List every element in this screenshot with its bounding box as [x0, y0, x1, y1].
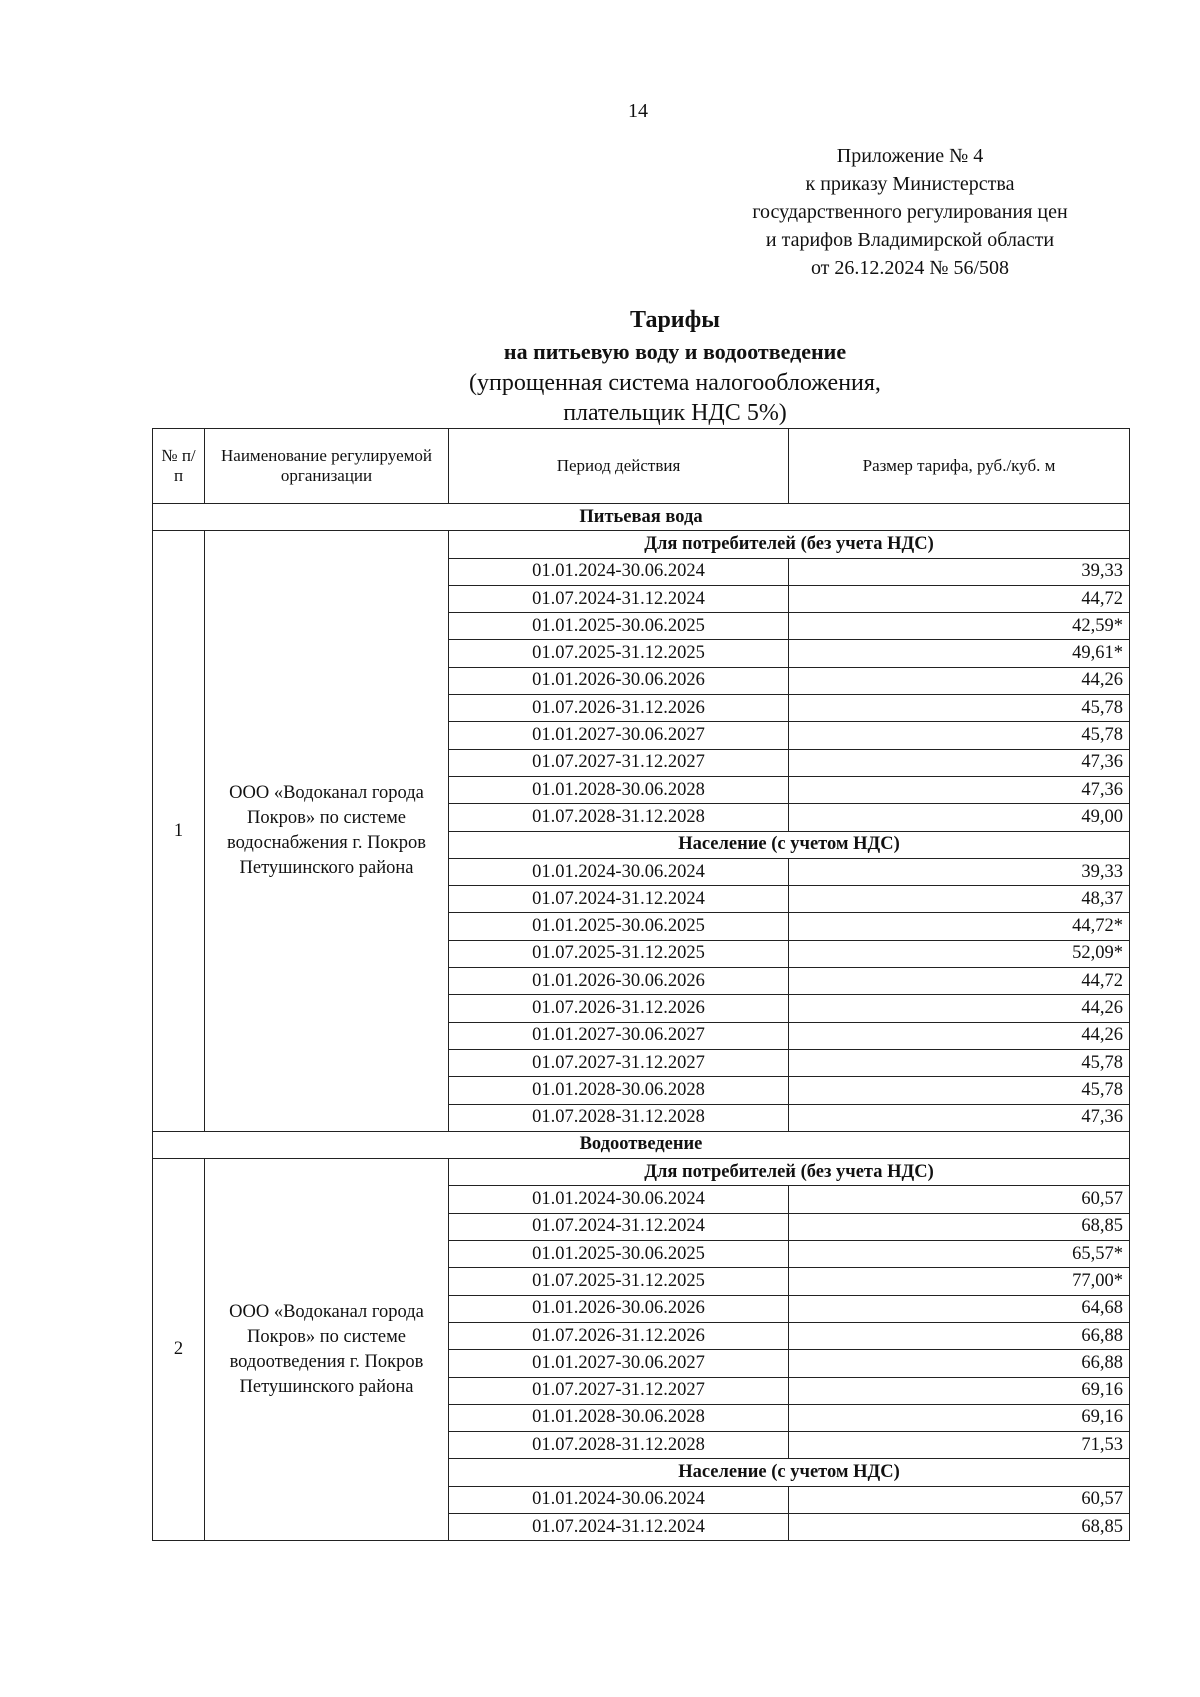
period-cell: 01.01.2026-30.06.2026	[449, 968, 789, 995]
period-cell: 01.01.2024-30.06.2024	[449, 1186, 789, 1213]
rate-cell: 47,36	[789, 749, 1130, 776]
section-title: Водоотведение	[153, 1131, 1130, 1158]
appendix-line: государственного регулирования цен	[752, 201, 1068, 223]
period-cell: 01.01.2024-30.06.2024	[449, 1486, 789, 1513]
period-cell: 01.07.2025-31.12.2025	[449, 940, 789, 967]
period-cell: 01.07.2028-31.12.2028	[449, 1104, 789, 1131]
title-line: Тарифы	[630, 307, 720, 333]
organization-name: ООО «Водоканал города Покров» по системе водоотведения г. Покров Петушинского района	[205, 1159, 449, 1541]
group-title: Население (с учетом НДС)	[449, 1459, 1130, 1486]
tariff-table	[152, 428, 1130, 1541]
rate-cell: 71,53	[789, 1432, 1130, 1459]
period-cell: 01.07.2028-31.12.2028	[449, 804, 789, 831]
period-cell: 01.01.2027-30.06.2027	[449, 1350, 789, 1377]
rate-cell: 60,57	[789, 1186, 1130, 1213]
period-cell: 01.01.2028-30.06.2028	[449, 1404, 789, 1431]
period-cell: 01.01.2025-30.06.2025	[449, 913, 789, 940]
period-cell: 01.07.2025-31.12.2025	[449, 1268, 789, 1295]
period-cell: 01.07.2027-31.12.2027	[449, 1377, 789, 1404]
period-cell: 01.01.2026-30.06.2026	[449, 1295, 789, 1322]
row-number: 2	[153, 1159, 205, 1541]
rate-cell: 52,09*	[789, 940, 1130, 967]
rate-cell: 47,36	[789, 1104, 1130, 1131]
period-cell: 01.07.2028-31.12.2028	[449, 1432, 789, 1459]
rate-cell: 39,33	[789, 558, 1130, 585]
rate-cell: 77,00*	[789, 1268, 1130, 1295]
group-row	[153, 1159, 1130, 1186]
rate-cell: 68,85	[789, 1513, 1130, 1540]
rate-cell: 60,57	[789, 1486, 1130, 1513]
table-body	[153, 504, 1130, 1541]
rate-cell: 69,16	[789, 1404, 1130, 1431]
rate-cell: 47,36	[789, 776, 1130, 803]
period-cell: 01.07.2024-31.12.2024	[449, 886, 789, 913]
row-number: 1	[153, 531, 205, 1132]
title-line: на питьевую воду и водоотведение	[503, 339, 847, 364]
rate-cell: 44,72*	[789, 913, 1130, 940]
period-cell: 01.07.2027-31.12.2027	[449, 749, 789, 776]
rate-cell: 44,72	[789, 968, 1130, 995]
header-num: № п/п	[153, 429, 205, 504]
period-cell: 01.07.2026-31.12.2026	[449, 1322, 789, 1349]
period-cell: 01.01.2025-30.06.2025	[449, 613, 789, 640]
rate-cell: 49,61*	[789, 640, 1130, 667]
rate-cell: 42,59*	[789, 613, 1130, 640]
period-cell: 01.07.2024-31.12.2024	[449, 585, 789, 612]
group-title: Для потребителей (без учета НДС)	[449, 531, 1130, 558]
rate-cell: 49,00	[789, 804, 1130, 831]
appendix-line: от 26.12.2024 № 56/508	[810, 257, 1010, 279]
organization-name: ООО «Водоканал города Покров» по системе водоснабжения г. Покров Петушинского района	[205, 531, 449, 1132]
appendix-line: и тарифов Владимирской области	[765, 229, 1055, 251]
period-cell: 01.01.2024-30.06.2024	[449, 558, 789, 585]
period-cell: 01.07.2026-31.12.2026	[449, 695, 789, 722]
table-header-row	[153, 429, 1130, 504]
rate-cell: 44,26	[789, 1022, 1130, 1049]
period-cell: 01.01.2027-30.06.2027	[449, 722, 789, 749]
period-cell: 01.01.2025-30.06.2025	[449, 1241, 789, 1268]
page-number: 14	[628, 100, 648, 122]
period-cell: 01.01.2026-30.06.2026	[449, 667, 789, 694]
section-row	[153, 1131, 1130, 1158]
rate-cell: 68,85	[789, 1213, 1130, 1240]
rate-cell: 45,78	[789, 722, 1130, 749]
group-title: Для потребителей (без учета НДС)	[449, 1159, 1130, 1186]
rate-cell: 44,72	[789, 585, 1130, 612]
rate-cell: 65,57*	[789, 1241, 1130, 1268]
rate-cell: 45,78	[789, 1049, 1130, 1076]
group-row	[153, 531, 1130, 558]
section-title: Питьевая вода	[153, 504, 1130, 531]
rate-cell: 66,88	[789, 1322, 1130, 1349]
group-title: Население (с учетом НДС)	[449, 831, 1130, 858]
period-cell: 01.07.2027-31.12.2027	[449, 1049, 789, 1076]
rate-cell: 69,16	[789, 1377, 1130, 1404]
period-cell: 01.07.2024-31.12.2024	[449, 1213, 789, 1240]
document-title	[300, 304, 1050, 428]
period-cell: 01.07.2025-31.12.2025	[449, 640, 789, 667]
header-period: Период действия	[449, 429, 789, 504]
period-cell: 01.01.2028-30.06.2028	[449, 1077, 789, 1104]
period-cell: 01.07.2026-31.12.2026	[449, 995, 789, 1022]
period-cell: 01.07.2024-31.12.2024	[449, 1513, 789, 1540]
rate-cell: 45,78	[789, 1077, 1130, 1104]
period-cell: 01.01.2028-30.06.2028	[449, 776, 789, 803]
header-rate: Размер тарифа, руб./куб. м	[789, 429, 1130, 504]
header-org: Наименование регулируемой организации	[205, 429, 449, 504]
appendix-line: к приказу Министерства	[805, 173, 1015, 195]
period-cell: 01.01.2024-30.06.2024	[449, 858, 789, 885]
period-cell: 01.01.2027-30.06.2027	[449, 1022, 789, 1049]
rate-cell: 44,26	[789, 995, 1130, 1022]
title-line: (упрощенная система налогообложения,	[469, 370, 881, 396]
title-line: плательщик НДС 5%)	[563, 400, 787, 426]
rate-cell: 66,88	[789, 1350, 1130, 1377]
rate-cell: 44,26	[789, 667, 1130, 694]
rate-cell: 45,78	[789, 695, 1130, 722]
appendix-line: Приложение № 4	[836, 145, 984, 167]
rate-cell: 48,37	[789, 886, 1130, 913]
appendix-reference	[700, 142, 1120, 282]
rate-cell: 64,68	[789, 1295, 1130, 1322]
section-row	[153, 504, 1130, 531]
rate-cell: 39,33	[789, 858, 1130, 885]
